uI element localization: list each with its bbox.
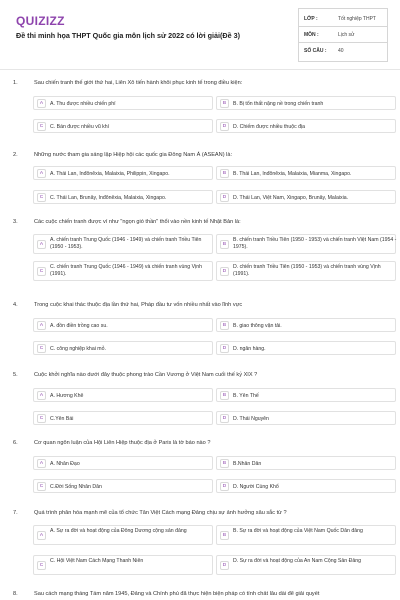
option-text: B.Nhân Dân (233, 460, 262, 467)
question-number: 8. (13, 591, 18, 597)
option-text: B. Thái Lan, Inđônêxia, Malaixia, Mianma, Xingapo. (233, 170, 352, 177)
meta-label: SỐ CÂU : (304, 48, 327, 54)
question-text: Sau cách mạng tháng Tám năm 1945, Đảng và Chính phủ đã thực hiện biện pháp có tính chất lâu dài để giải quyết (34, 591, 320, 597)
option-letter: B (220, 531, 229, 540)
answer-option-b[interactable] (216, 525, 396, 545)
answer-option-b[interactable] (216, 456, 396, 470)
option-text: D. Thái Nguyên (233, 415, 269, 422)
option-text: D. Sự ra đời và hoạt động của An Nam Cộng Sản Đảng (233, 558, 361, 564)
option-letter: D (220, 122, 229, 131)
answer-option-a[interactable] (33, 166, 213, 180)
page-title: Đề thi minh họa THPT Quốc gia môn lịch sử 2022 có lời giải(Đề 3) (16, 31, 240, 40)
option-text: C. chiến tranh Trung Quốc (1946 - 1949) và chiến tranh vùng Vịnh (1991). (50, 264, 202, 277)
question-text: Những nước tham gia sáng lập Hiệp hội các quốc gia Đông Nam Á (ASEAN) là: (34, 152, 233, 158)
meta-value: Tốt nghiệp THPT (338, 16, 376, 22)
option-text: A. đồn điền trồng cao su. (50, 322, 108, 329)
answer-option-c[interactable] (33, 190, 213, 204)
meta-row-count (298, 43, 388, 59)
question-text: Sau chiến tranh thế giới thứ hai, Liên Xô tiến hành khôi phục kinh tế trong điều kiện: (34, 80, 243, 86)
option-letter: C (37, 482, 46, 491)
answer-option-b[interactable] (216, 166, 396, 180)
answer-option-a[interactable] (33, 318, 213, 332)
meta-row-subject (298, 27, 388, 43)
question-number: 1. (13, 80, 18, 86)
option-letter: B (220, 391, 229, 400)
option-text: A. Sự ra đời và hoạt động của Đông Dương cộng sản đảng (50, 528, 187, 534)
answer-option-d[interactable] (216, 411, 396, 425)
option-text: D. chiến tranh Triều Tiên (1950 - 1953) và chiến tranh vùng Vịnh (1991). (233, 264, 381, 277)
answer-option-a[interactable] (33, 525, 213, 545)
meta-value: Lịch sử (338, 32, 355, 38)
option-text: A. chiến tranh Trung Quốc (1946 - 1949) và chiến tranh Triều Tiên (1950 - 1953). (50, 237, 202, 250)
meta-value: 40 (338, 48, 344, 54)
answer-option-d[interactable] (216, 479, 396, 493)
option-letter: C (37, 267, 46, 276)
option-letter: D (220, 193, 229, 202)
option-text: C. Thái Lan, Brunây, Inđônêxia, Malaixia, Xingapo. (50, 194, 167, 201)
question-number: 3. (13, 219, 18, 225)
answer-option-c[interactable] (33, 411, 213, 425)
meta-label: MÔN : (304, 32, 319, 38)
question-text: Cơ quan ngôn luận của Hội Liên Hiệp thuộc địa ở Paris là tờ báo nào ? (34, 440, 211, 446)
option-text: C. Bán được nhiều vũ khí (50, 123, 110, 130)
answer-option-d[interactable] (216, 261, 396, 281)
answer-option-a[interactable] (33, 234, 213, 254)
option-letter: D (220, 267, 229, 276)
option-letter: A (37, 531, 46, 540)
answer-option-c[interactable] (33, 555, 213, 575)
question-number: 2. (13, 152, 18, 158)
option-letter: C (37, 193, 46, 202)
option-letter: A (37, 321, 46, 330)
quizizz-logo: QUIZIZZ (16, 14, 65, 28)
option-letter: C (37, 344, 46, 353)
question-number: 6. (13, 440, 18, 446)
answer-option-c[interactable] (33, 479, 213, 493)
meta-table (298, 11, 388, 59)
option-text: C. Hội Việt Nam Cách Mạng Thanh Niên (50, 558, 144, 564)
option-letter: C (37, 414, 46, 423)
option-letter: B (220, 321, 229, 330)
question-text: Quá trình phân hóa mạnh mẽ của tổ chức Tân Việt Cách mạng Đảng chịu sự ảnh hưởng sâu sắc từ ? (34, 510, 287, 516)
option-text: D. ngân hàng. (233, 345, 266, 352)
option-text: D. Thái Lan, Việt Nam, Xingapo, Brunây, Malaixia. (233, 194, 349, 201)
answer-option-a[interactable] (33, 388, 213, 402)
answer-option-a[interactable] (33, 456, 213, 470)
option-letter: A (37, 169, 46, 178)
option-text: A. Hương Khê (50, 392, 84, 399)
answer-option-b[interactable] (216, 388, 396, 402)
answer-option-b[interactable] (216, 96, 396, 110)
option-letter: A (37, 459, 46, 468)
question-number: 7. (13, 510, 18, 516)
answer-option-a[interactable] (33, 96, 213, 110)
option-text: D. Chiếm được nhiều thuộc địa (233, 123, 306, 130)
answer-option-d[interactable] (216, 119, 396, 133)
option-text: B. chiến tranh Triều Tiên (1950 - 1953) và chiến tranh Việt Nam (1954 - 1975). (233, 237, 397, 250)
answer-option-c[interactable] (33, 341, 213, 355)
answer-option-d[interactable] (216, 190, 396, 204)
option-letter: B (220, 99, 229, 108)
option-text: D. Người Cùng Khổ (233, 483, 279, 490)
question-number: 5. (13, 372, 18, 378)
worksheet-header (0, 0, 400, 70)
option-letter: C (37, 561, 46, 570)
option-letter: D (220, 414, 229, 423)
option-text: B. Bị tổn thất nặng nề trong chiến tranh (233, 100, 324, 107)
option-letter: C (37, 122, 46, 131)
option-text: C. công nghiệp khai mỏ. (50, 345, 106, 352)
question-text: Trong cuộc khai thác thuộc địa lần thứ hai, Pháp đầu tư vốn nhiều nhất vào lĩnh vực (34, 302, 243, 308)
option-text: B. Sự ra đời và hoạt động của Việt Nam Quốc Dân đảng (233, 528, 363, 534)
option-letter: A (37, 391, 46, 400)
answer-option-b[interactable] (216, 318, 396, 332)
option-letter: B (220, 169, 229, 178)
question-text: Cuộc khởi nghĩa nào dưới đây thuộc phong trào Cần Vương ở Việt Nam cuối thế kỷ XIX ? (34, 372, 258, 378)
option-text: A. Thái Lan, Inđônêxia, Malaixia, Philippin, Xingapo. (50, 170, 170, 177)
answer-option-b[interactable] (216, 234, 396, 254)
option-letter: D (220, 344, 229, 353)
option-letter: A (37, 240, 46, 249)
option-letter: A (37, 99, 46, 108)
option-letter: D (220, 482, 229, 491)
option-text: A. Nhân Đạo (50, 460, 80, 467)
header-divider (0, 69, 400, 70)
answer-option-c[interactable] (33, 261, 213, 281)
option-letter: D (220, 561, 229, 570)
option-letter: B (220, 459, 229, 468)
question-text: Các cuộc chiến tranh được ví như "ngọn gió thần" thổi vào nền kinh tế Nhật Bản là: (34, 219, 241, 225)
option-text: A. Thu được nhiều chiến phí (50, 100, 116, 107)
answer-option-d[interactable] (216, 555, 396, 575)
option-text: C.Yên Bái (50, 415, 74, 422)
meta-row-class (298, 11, 388, 27)
option-text: C.Đời Sống Nhân Dân (50, 483, 102, 490)
question-number: 4. (13, 302, 18, 308)
meta-label: LỚP : (304, 16, 318, 22)
answer-option-c[interactable] (33, 119, 213, 133)
option-text: B. Yên Thế (233, 392, 259, 399)
option-letter: B (220, 240, 229, 249)
answer-option-d[interactable] (216, 341, 396, 355)
option-text: B. giao thông vận tải. (233, 322, 282, 329)
